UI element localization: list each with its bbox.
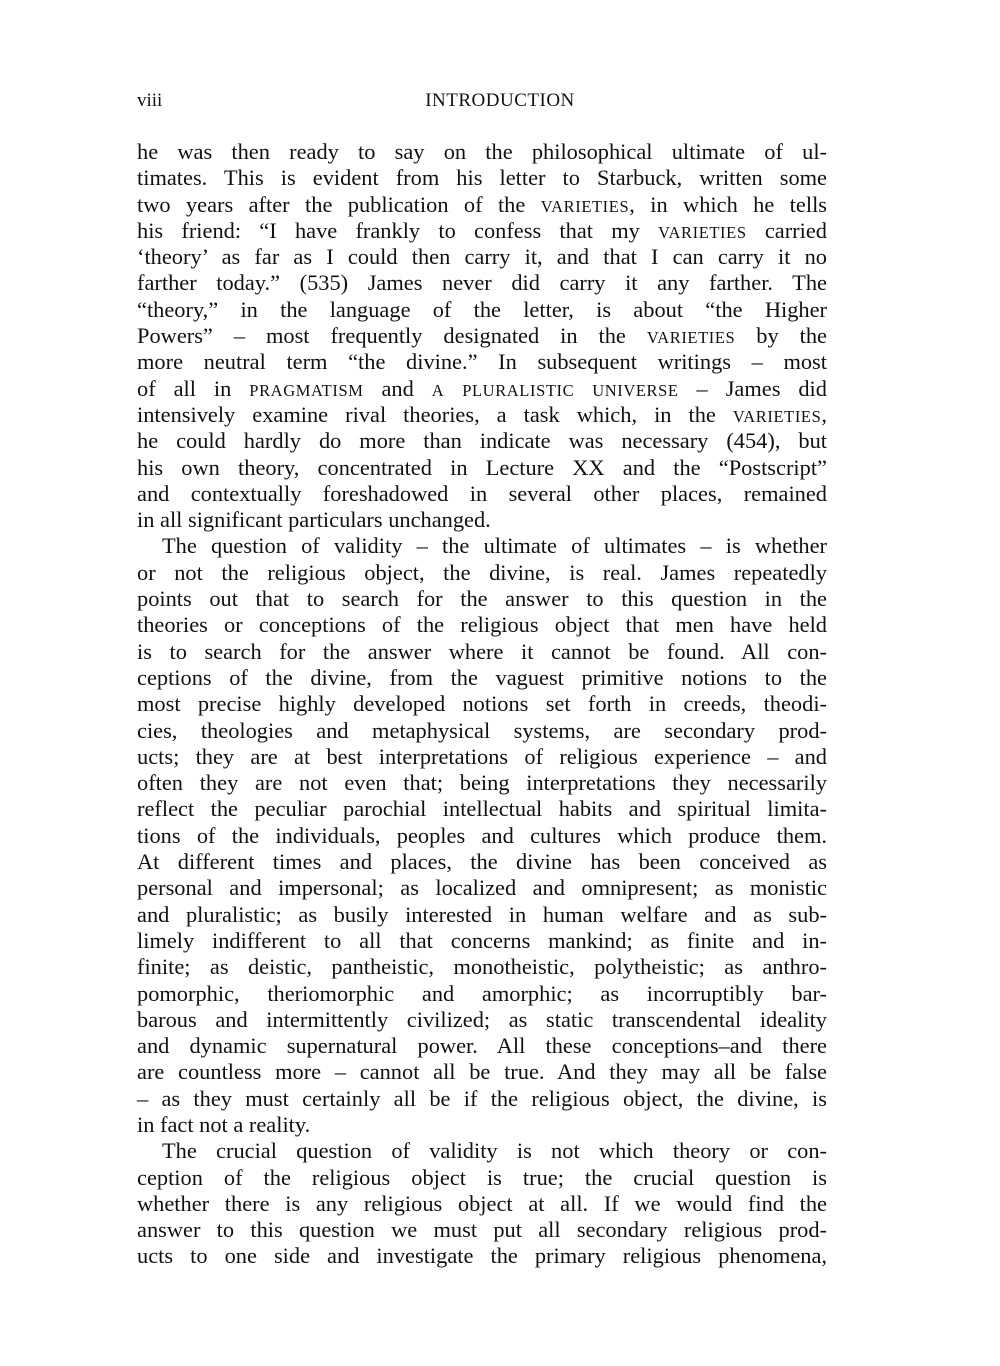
text-line: in fact not a reality. [137, 1111, 311, 1137]
text-line: points out that to search for the answer to this question in the [137, 586, 827, 612]
small-caps-title: UNIVERSE [592, 380, 679, 400]
text-line: of all in PRAGMATISM and A PLURALISTIC UNIVERSE – James did [137, 375, 827, 401]
text-line: ucts to one side and investigate the primary religious phenomena, [137, 1243, 827, 1269]
text-line: finite; as deistic, pantheistic, monotheistic, polytheistic; as anthro- [137, 954, 827, 980]
small-caps-title: VARIETIES [646, 328, 736, 348]
page-number: viii [137, 90, 163, 111]
text-line: his friend: “I have frankly to confess that my VARIETIES carried [137, 217, 827, 243]
paragraph [137, 533, 827, 1138]
text-line: “theory,” in the language of the letter, is about “the Higher [137, 296, 827, 322]
text-line: more neutral term “the divine.” In subsequent writings – most [137, 349, 827, 375]
text-line: his own theory, concentrated in Lecture XX and the “Postscript” [137, 454, 827, 480]
text-line: Powers” – most frequently designated in the VARIETIES by the [137, 323, 827, 349]
text-line: timates. This is evident from his letter to Starbuck, written some [137, 165, 827, 191]
running-head: INTRODUCTION [425, 90, 575, 111]
text-line: and dynamic supernatural power. All these conceptions–and there [137, 1033, 827, 1059]
small-caps-title: VARIETIES [658, 222, 747, 242]
text-line: barous and intermittently civilized; as static transcendental ideality [137, 1006, 827, 1032]
text-line: limely indifferent to all that concerns mankind; as finite and in- [137, 927, 827, 953]
body-text [137, 139, 827, 1270]
text-line: ‘theory’ as far as I could then carry it, and that I can carry it no [137, 244, 827, 270]
text-line: or not the religious object, the divine, is real. James repeatedly [137, 559, 827, 585]
text-line: personal and impersonal; as localized and omnipresent; as monistic [137, 875, 827, 901]
text-line: The crucial question of validity is not which theory or con- [162, 1138, 827, 1164]
small-caps-title: A [431, 380, 445, 400]
text-line: and pluralistic; as busily interested in human welfare and as sub- [137, 901, 827, 927]
text-line: theories or conceptions of the religious object that men have held [137, 612, 827, 638]
text-line: ception of the religious object is true; the crucial question is [137, 1164, 827, 1190]
text-line: two years after the publication of the VARIETIES, in which he tells [137, 191, 827, 217]
text-line: reflect the peculiar parochial intellectual habits and spiritual limita- [137, 796, 827, 822]
text-line: often they are not even that; being interpretations they necessarily [137, 770, 827, 796]
paragraph [137, 1138, 827, 1269]
text-line: whether there is any religious object at all. If we would find the [137, 1190, 827, 1216]
text-line: ucts; they are at best interpretations of religious experience – and [137, 743, 827, 769]
small-caps-title: VARIETIES [540, 196, 630, 216]
paragraph [137, 139, 827, 533]
text-line: ceptions of the divine, from the vaguest primitive notions to the [137, 664, 827, 690]
text-line: pomorphic, theriomorphic and amorphic; as incorruptibly bar- [137, 980, 827, 1006]
text-line: he was then ready to say on the philosophical ultimate of ul- [137, 139, 827, 164]
text-line: he could hardly do more than indicate was necessary (454), but [137, 428, 827, 454]
text-line: farther today.” (535) James never did carry it any farther. The [137, 270, 827, 296]
text-line: are countless more – cannot all be true. And they may all be false [137, 1059, 827, 1085]
text-line: – as they must certainly all be if the religious object, the divine, is [137, 1085, 827, 1111]
text-line: is to search for the answer where it cannot be found. All con- [137, 638, 827, 664]
text-line: answer to this question we must put all secondary religious prod- [137, 1217, 827, 1243]
text-line: The question of validity – the ultimate of ultimates – is whether [162, 533, 827, 559]
text-line: most precise highly developed notions set forth in creeds, theodi- [137, 691, 827, 717]
text-line: in all significant particulars unchanged. [137, 507, 491, 533]
small-caps-title: PRAGMATISM [249, 380, 364, 400]
text-line: tions of the individuals, peoples and cultures which produce them. [137, 822, 827, 848]
text-line: intensively examine rival theories, a task which, in the VARIETIES, [137, 401, 827, 427]
small-caps-title: VARIETIES [732, 406, 822, 426]
text-line: At different times and places, the divine has been conceived as [137, 849, 827, 875]
text-line: cies, theologies and metaphysical systems, are secondary prod- [137, 717, 827, 743]
text-line: and contextually foreshadowed in several other places, remained [137, 480, 827, 506]
small-caps-title: PLURALISTIC [462, 380, 575, 400]
